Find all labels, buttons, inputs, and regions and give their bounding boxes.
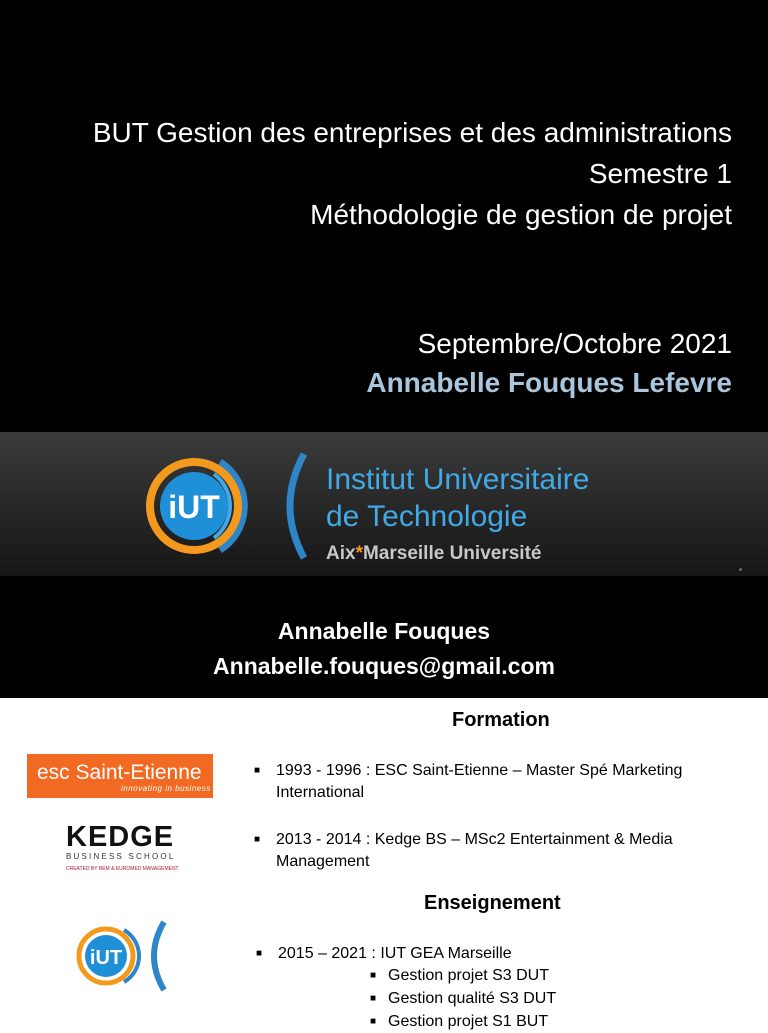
- contact-slide: [0, 422, 768, 698]
- contact-name: Annabelle Fouques: [277, 618, 491, 644]
- esc-logo-text: esc Saint-Etienne: [37, 761, 202, 784]
- iut-logo-text: iUT: [168, 489, 220, 525]
- background-slide: [0, 700, 768, 1030]
- kedge-logo-small: CREATED BY BEM & EUROMED MANAGEMENT: [66, 866, 179, 872]
- bullet-icon: ■: [254, 765, 261, 776]
- kedge-logo-text: KEDGE: [66, 821, 175, 853]
- iut-banner: [0, 432, 768, 576]
- university-part1: Aix: [326, 543, 356, 564]
- university-part2: Marseille Université: [362, 543, 542, 564]
- enseignement-subitem-2-text: Gestion qualité S3 DUT: [388, 990, 557, 1007]
- formation-item-1-line2: International: [276, 784, 365, 801]
- formation-item-2-line1: 2013 - 2014 : Kedge BS – MSc2 Entertainment & Media: [276, 831, 673, 848]
- enseignement-subitem-3-text: Gestion projet S1 BUT: [388, 1013, 549, 1030]
- banner-dot: [739, 568, 742, 571]
- iut-small-logo-icon: [74, 918, 170, 994]
- kedge-logo-sub: BUSINESS SCHOOL: [66, 852, 176, 861]
- iut-small-logo-text: iUT: [89, 947, 123, 969]
- formation-item-2-line2: Management: [276, 853, 370, 870]
- enseignement-heading: Enseignement: [424, 892, 561, 914]
- enseignement-subitem-2: [370, 988, 556, 1010]
- enseignement-subitem-1-text: Gestion projet S3 DUT: [388, 967, 549, 984]
- enseignement-subitem-1: [370, 965, 549, 987]
- university-name: [326, 543, 541, 565]
- formation-item-1: [254, 760, 754, 804]
- module-title: Méthodologie de gestion de projet: [310, 199, 732, 230]
- enseignement-item: [256, 943, 656, 965]
- course-title: BUT Gestion des entreprises et des administrations: [92, 117, 732, 148]
- bullet-icon: ■: [370, 993, 377, 1004]
- esc-logo-tagline: innovating in business: [121, 784, 211, 793]
- bullet-icon: ■: [370, 970, 377, 981]
- bullet-icon: ■: [370, 1016, 377, 1027]
- title-slide: [0, 0, 768, 422]
- esc-logo: [27, 754, 213, 798]
- enseignement-item-text: 2015 – 2021 : IUT GEA Marseille: [278, 945, 512, 962]
- semester-label: Semestre 1: [588, 158, 732, 189]
- date-label: Septembre/Octobre 2021: [417, 328, 732, 359]
- formation-item-1-line1: 1993 - 1996 : ESC Saint-Etienne – Master Spé Marketing: [276, 762, 683, 779]
- bullet-icon: ■: [254, 834, 261, 845]
- bullet-icon: ■: [256, 948, 263, 959]
- kedge-logo: [66, 821, 179, 873]
- enseignement-subitem-3: [370, 1011, 548, 1033]
- institute-name-line2: de Technologie: [326, 500, 528, 533]
- author-name: Annabelle Fouques Lefevre: [366, 367, 732, 398]
- contact-email: Annabelle.fouques@gmail.com: [213, 653, 555, 679]
- formation-item-2: [254, 829, 754, 873]
- iut-logo-icon: [136, 446, 316, 562]
- formation-heading: Formation: [452, 709, 550, 731]
- star-icon: *: [355, 543, 363, 564]
- institute-name-line1: Institut Universitaire: [326, 463, 590, 496]
